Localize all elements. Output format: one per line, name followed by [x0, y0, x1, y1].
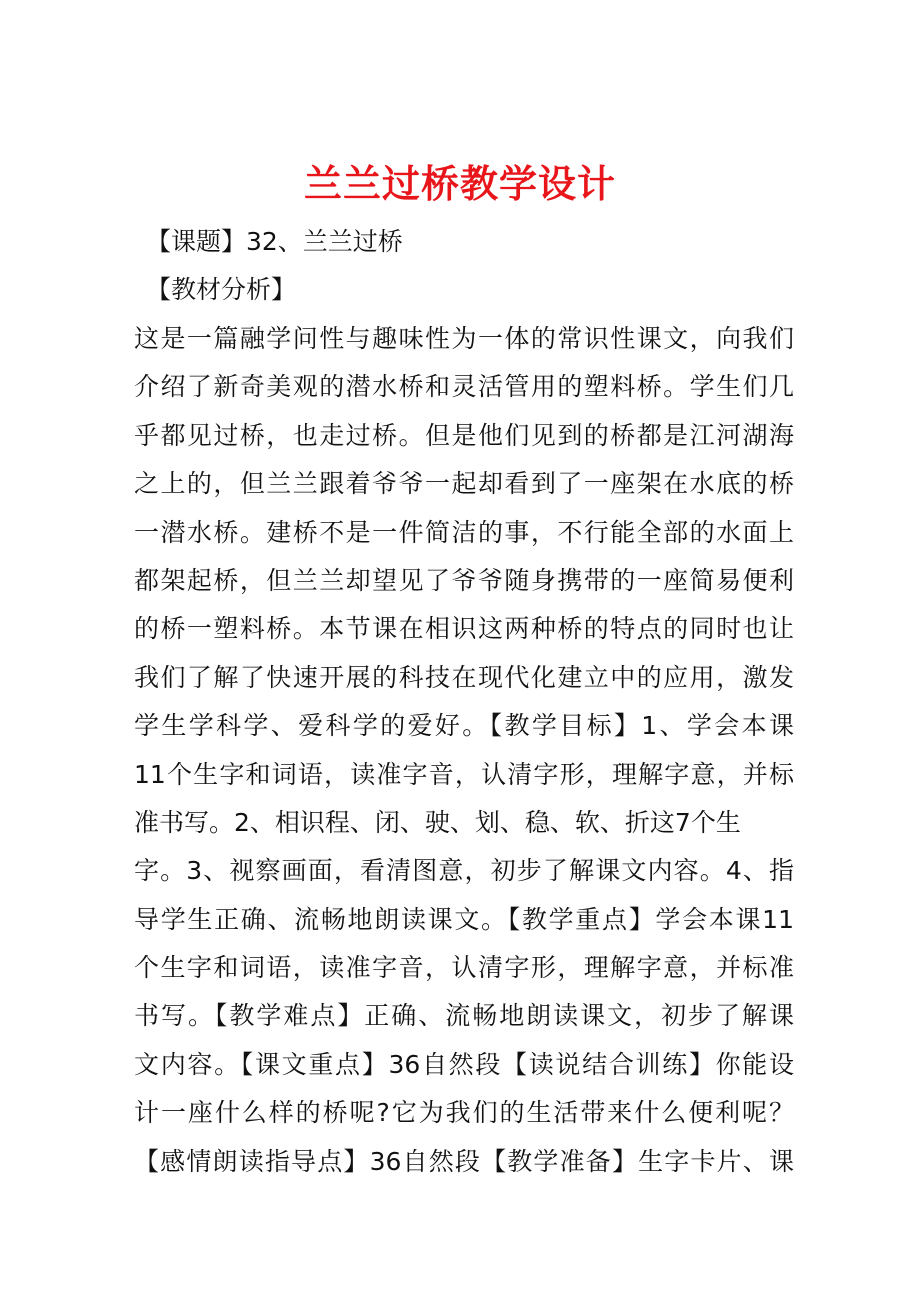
paragraph-line: 文内容。【课文重点】36自然段【读说结合训练】你能设 — [134, 1049, 794, 1079]
paragraph-line: 的桥一塑料桥。本节课在相识这两种桥的特点的同时也让 — [134, 614, 794, 644]
paragraph-line: 个生字和词语，读准字音，认清字形，理解字意，并标准 — [134, 953, 794, 983]
document-title: 兰兰过桥教学设计 — [303, 162, 616, 206]
paragraph-line: 字。3、视察画面，看清图意，初步了解课文内容。4、指 — [134, 856, 794, 886]
paragraph-line: 这是一篇融学问性与趣味性为一体的常识性课文，向我们 — [134, 324, 794, 353]
paragraph-line: 乎都见过桥，也走过桥。但是他们见到的桥都是江河湖海 — [134, 420, 794, 450]
paragraph-line: 计一座什么样的桥呢?它为我们的生活带来什么便利呢？ — [134, 1098, 794, 1128]
topic-line: 【课题】32、兰兰过桥 — [146, 227, 403, 256]
paragraph-line: 导学生正确、流畅地朗读课文。【教学重点】学会本课11 — [134, 904, 794, 934]
paragraph-line: 之上的，但兰兰跟着爷爷一起却看到了一座架在水底的桥 — [134, 469, 794, 499]
paragraph-line: 准书写。2、相识程、闭、驶、划、稳、软、折这7个生 — [134, 807, 741, 837]
body-paragraph — [134, 315, 794, 1186]
paragraph-line: 11个生字和词语，读准字音，认清字形，理解字意，并标 — [134, 759, 794, 789]
paragraph-line: 都架起桥，但兰兰却望见了爷爷随身携带的一座简易便利 — [134, 565, 794, 595]
paragraph-line: 书写。【教学难点】正确、流畅地朗读课文，初步了解课 — [134, 1001, 794, 1031]
paragraph-line: 介绍了新奇美观的潜水桥和灵活管用的塑料桥。学生们几 — [134, 372, 794, 402]
paragraph-line: 学生学科学、爱科学的爱好。【教学目标】1、学会本课 — [134, 711, 794, 741]
paragraph-line: 我们了解了快速开展的科技在现代化建立中的应用，激发 — [134, 662, 794, 692]
paragraph-line: 【感情朗读指导点】36自然段【教学准备】生字卡片、课 — [134, 1146, 794, 1176]
paragraph-line: 一潜水桥。建桥不是一件简洁的事，不行能全部的水面上 — [134, 517, 794, 547]
analysis-heading: 【教材分析】 — [146, 275, 297, 304]
